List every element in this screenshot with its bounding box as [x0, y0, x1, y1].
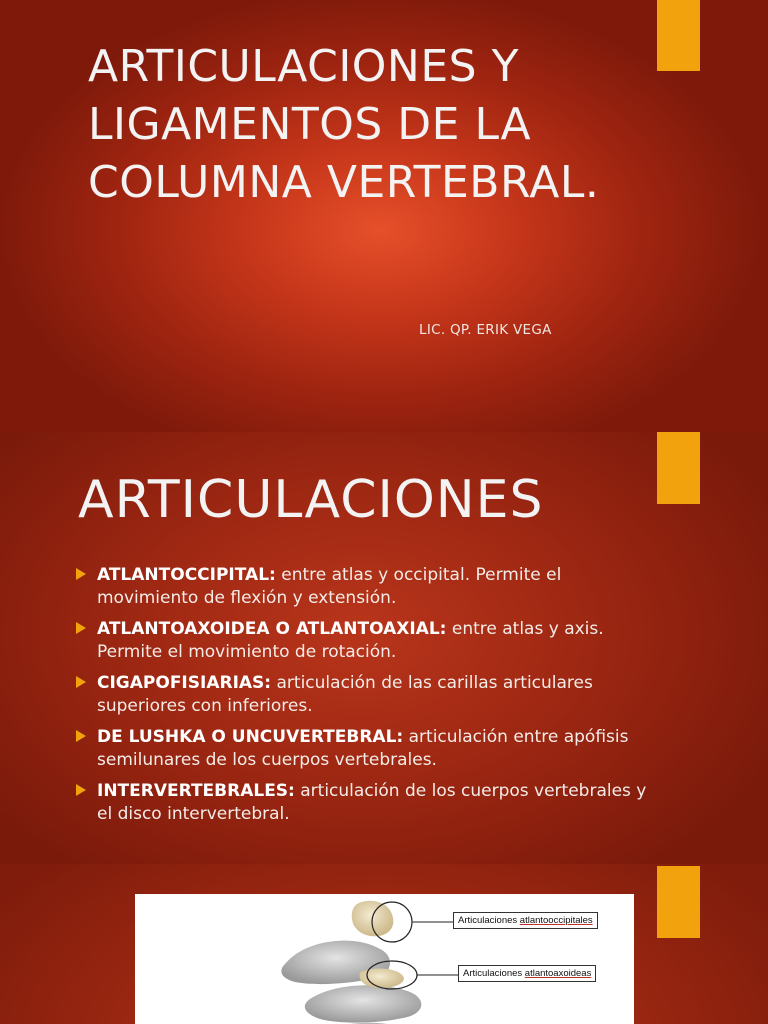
bullet-item [76, 564, 656, 610]
bullet-item [76, 672, 656, 718]
bullet-term: ATLANTOAXOIDEA O ATLANTOAXIAL: [97, 619, 447, 639]
title-slide [0, 0, 768, 432]
triangle-bullet-icon [76, 568, 86, 580]
accent-bar [657, 432, 700, 504]
bullet-item [76, 618, 656, 664]
triangle-bullet-icon [76, 676, 86, 688]
label-term: atlantoaxoideas [524, 968, 592, 979]
bullet-text: entre atlas y occipital. Permite el movimiento de flexión y extensión. [97, 565, 562, 608]
bullet-text: articulación de las carillas articulares superiores con inferiores. [97, 673, 593, 716]
triangle-bullet-icon [76, 730, 86, 742]
presentation-title: ARTICULACIONES Y LIGAMENTOS DE LA COLUMNA VERTEBRAL. [88, 41, 600, 208]
triangle-bullet-icon [76, 622, 86, 634]
label-term: atlantooccipitales [519, 915, 593, 926]
author-subtitle: LIC. QP. ERIK VEGA [419, 322, 552, 338]
bullet-text: articulación de los cuerpos vertebrales y el disco intervertebral. [97, 781, 647, 824]
bullet-item [76, 780, 656, 826]
figure-slide [0, 864, 768, 1024]
articulaciones-slide [0, 432, 768, 864]
spine-figure [135, 894, 634, 1024]
bullet-term: CIGAPOFISIARIAS: [97, 673, 272, 693]
bullet-term: ATLANTOCCIPITAL: [97, 565, 276, 585]
label-prefix: Articulaciones [458, 915, 520, 926]
slide-title: ARTICULACIONES [78, 470, 544, 530]
label-atlantoaxoidea [458, 965, 596, 982]
label-prefix: Articulaciones [463, 968, 525, 979]
bullet-term: DE LUSHKA O UNCUVERTEBRAL: [97, 727, 404, 747]
bullet-list [76, 564, 656, 834]
bullet-text: articulación entre apófisis semilunares de los cuerpos vertebrales. [97, 727, 629, 770]
accent-bar [657, 866, 700, 938]
triangle-bullet-icon [76, 784, 86, 796]
bullet-item [76, 726, 656, 772]
label-atlantooccipital [453, 912, 598, 929]
bullet-term: INTERVERTEBRALES: [97, 781, 295, 801]
accent-bar [657, 0, 700, 71]
bullet-text: entre atlas y axis. Permite el movimiento de rotación. [97, 619, 604, 662]
